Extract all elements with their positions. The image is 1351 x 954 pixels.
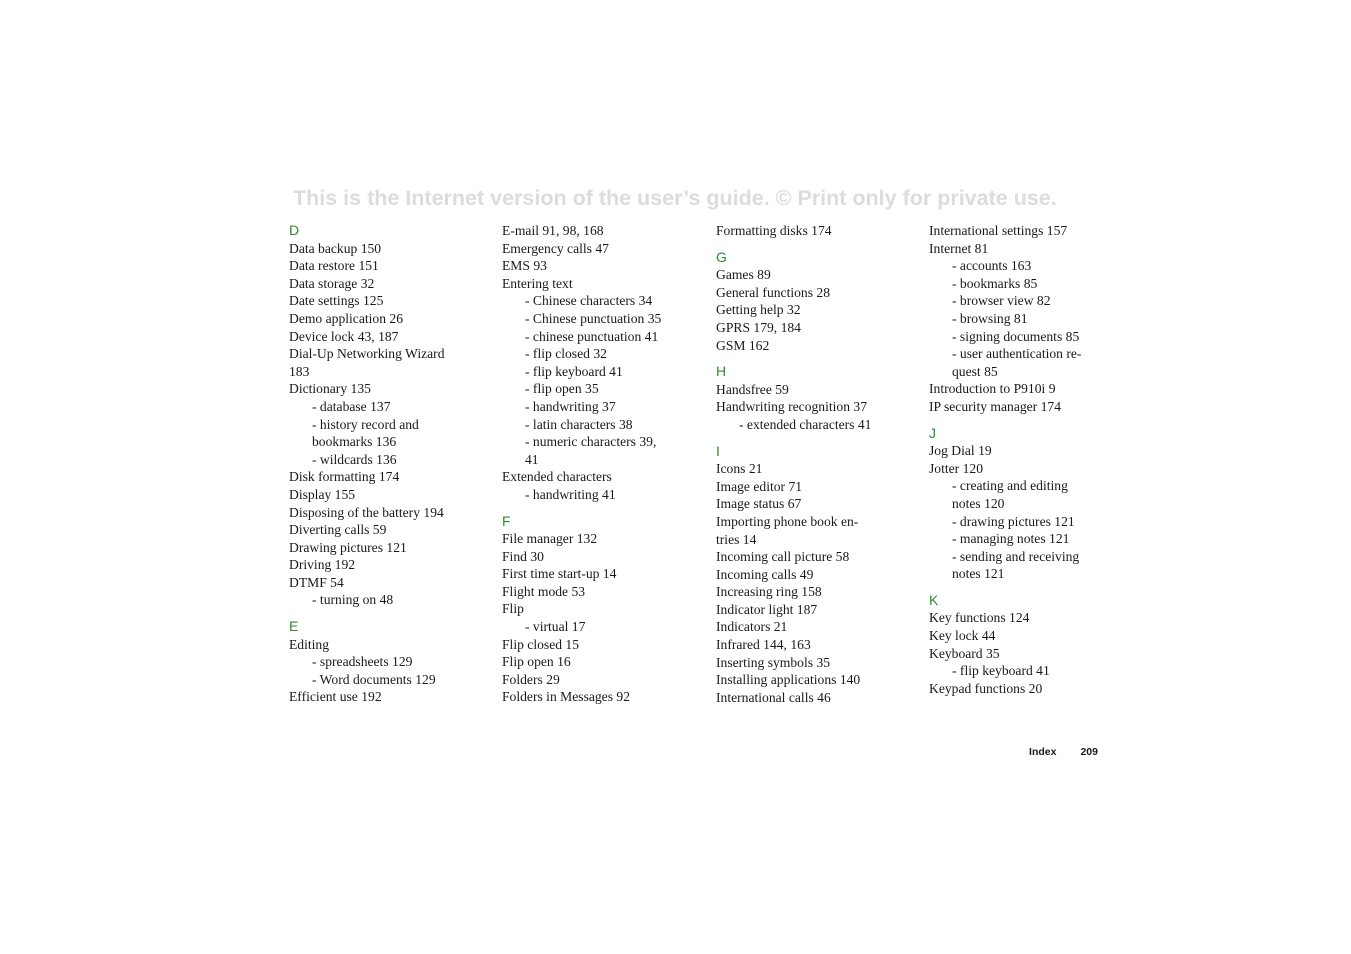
index-entry: Dial-Up Networking Wizard	[289, 346, 445, 362]
index-entry: Indicators 21	[716, 619, 788, 635]
index-subentry: - accounts 163	[952, 258, 1032, 274]
index-entry: Handwriting recognition 37	[716, 399, 868, 415]
index-entry: Date settings 125	[289, 293, 384, 309]
index-entry: International settings 157	[929, 223, 1068, 238]
index-subentry: - managing notes 121	[952, 531, 1070, 547]
index-subentry: - Word documents 129	[312, 671, 436, 687]
index-subentry: - handwriting 41	[525, 486, 616, 502]
index-subentry: - user authentication re-	[952, 346, 1082, 362]
index-letter-heading: I	[716, 442, 720, 459]
index-entry: Emergency calls 47	[502, 240, 609, 256]
index-subentry: notes 120	[952, 495, 1005, 511]
index-entry: Image editor 71	[716, 478, 803, 494]
index-column-3	[716, 222, 916, 706]
index-entry: Incoming call picture 58	[716, 549, 850, 565]
index-subentry: - spreadsheets 129	[312, 654, 413, 670]
index-entry: Getting help 32	[716, 302, 801, 318]
index-entry: Demo application 26	[289, 310, 404, 326]
index-entry: Folders 29	[502, 671, 560, 687]
index-entry: Efficient use 192	[289, 689, 382, 705]
index-entry: Keyboard 35	[929, 645, 1000, 661]
index-entry: Key lock 44	[929, 628, 996, 644]
index-entry: Icons 21	[716, 461, 763, 477]
index-entry: Internet 81	[929, 240, 989, 256]
index-letter-heading: E	[289, 618, 299, 635]
index-subentry: quest 85	[952, 363, 998, 379]
index-entry: Find 30	[502, 548, 544, 564]
index-subentry: - flip keyboard 41	[952, 663, 1050, 679]
index-entry: Games 89	[716, 267, 771, 283]
index-entry: EMS 93	[502, 258, 547, 274]
footer-section-label: Index	[1029, 746, 1057, 758]
index-subentry: - wildcards 136	[312, 451, 397, 467]
index-subentry: - browser view 82	[952, 293, 1051, 309]
index-subentry: - creating and editing	[952, 478, 1068, 494]
index-entry: Data storage 32	[289, 275, 375, 291]
index-subentry: - flip closed 32	[525, 346, 607, 362]
index-column-2	[502, 222, 702, 706]
index-entry: Inserting symbols 35	[716, 654, 831, 670]
index-subentry: - turning on 48	[312, 592, 394, 608]
index-entry: Increasing ring 158	[716, 584, 822, 600]
index-subentry: - extended characters 41	[739, 416, 872, 432]
index-subentry: - sending and receiving	[952, 548, 1080, 564]
index-entry: International calls 46	[716, 689, 831, 705]
index-subentry: notes 121	[952, 566, 1005, 582]
index-entry: DTMF 54	[289, 574, 344, 590]
index-subentry: - signing documents 85	[952, 328, 1080, 344]
index-entry: Infrared 144, 163	[716, 637, 811, 653]
index-entry: Flip	[502, 601, 524, 617]
index-entry: GSM 162	[716, 337, 770, 353]
index-letter-heading: F	[502, 512, 511, 529]
index-entry: Diverting calls 59	[289, 522, 387, 538]
index-entry: tries 14	[716, 531, 757, 547]
index-subentry: - Chinese characters 34	[525, 293, 653, 309]
index-entry: Key functions 124	[929, 610, 1030, 626]
index-entry: Flight mode 53	[502, 583, 586, 599]
index-letter-heading: D	[289, 222, 300, 238]
index-entry: Extended characters	[502, 469, 612, 485]
index-column-4	[929, 222, 1129, 697]
index-entry: General functions 28	[716, 284, 831, 300]
index-entry: File manager 132	[502, 531, 598, 547]
index-letter-heading: J	[929, 424, 936, 441]
index-entry: Formatting disks 174	[716, 223, 832, 238]
index-letter-heading: K	[929, 591, 939, 608]
index-subentry: - bookmarks 85	[952, 275, 1038, 291]
index-subentry: - virtual 17	[525, 619, 586, 635]
page-footer	[1000, 746, 1098, 758]
index-entry: IP security manager 174	[929, 398, 1061, 414]
index-subentry: - database 137	[312, 398, 391, 414]
index-entry: Indicator light 187	[716, 601, 818, 617]
index-subentry: - browsing 81	[952, 310, 1028, 326]
index-entry: E-mail 91, 98, 168	[502, 223, 604, 238]
index-entry: Dictionary 135	[289, 381, 371, 397]
index-entry: Jotter 120	[929, 460, 983, 476]
index-entry: Display 155	[289, 486, 356, 502]
index-entry: Editing	[289, 636, 330, 652]
index-subentry: - drawing pictures 121	[952, 513, 1075, 529]
index-entry: Disposing of the battery 194	[289, 504, 444, 520]
page-number: 209	[1080, 746, 1098, 758]
index-entry: Data restore 151	[289, 258, 379, 274]
index-subentry: - flip open 35	[525, 381, 599, 397]
index-subentry: - flip keyboard 41	[525, 363, 623, 379]
index-entry: Jog Dial 19	[929, 443, 992, 459]
index-entry: First time start-up 14	[502, 566, 617, 582]
index-subentry: - handwriting 37	[525, 398, 616, 414]
index-entry: GPRS 179, 184	[716, 319, 801, 335]
index-entry: Folders in Messages 92	[502, 689, 630, 705]
index-subentry: - chinese punctuation 41	[525, 328, 659, 344]
index-letter-heading: G	[716, 248, 727, 265]
index-subentry: - numeric characters 39,	[525, 434, 657, 450]
index-entry: Disk formatting 174	[289, 469, 400, 485]
index-entry: Introduction to P910i 9	[929, 381, 1056, 397]
index-entry: Flip open 16	[502, 654, 571, 670]
index-subentry: - Chinese punctuation 35	[525, 310, 662, 326]
index-letter-heading: H	[716, 363, 727, 380]
index-subentry: 41	[525, 451, 539, 467]
index-entry: Device lock 43, 187	[289, 328, 399, 344]
index-subentry: - latin characters 38	[525, 416, 633, 432]
index-entry: Keypad functions 20	[929, 680, 1043, 696]
watermark-text: This is the Internet version of the user’s guide. © Print only for private use.	[293, 186, 1057, 210]
index-entry: Drawing pictures 121	[289, 539, 407, 555]
index-entry: Installing applications 140	[716, 672, 861, 688]
index-entry: Importing phone book en-	[716, 513, 859, 529]
index-entry: Incoming calls 49	[716, 566, 814, 582]
index-entry: Data backup 150	[289, 240, 382, 256]
index-subentry: - history record and	[312, 416, 419, 432]
index-entry: Entering text	[502, 275, 573, 291]
index-subentry: bookmarks 136	[312, 434, 397, 450]
index-entry: Image status 67	[716, 496, 802, 512]
index-column-1	[289, 222, 489, 706]
index-entry: Driving 192	[289, 557, 356, 573]
index-entry: Flip closed 15	[502, 636, 580, 652]
index-entry: 183	[289, 363, 310, 379]
index-entry: Handsfree 59	[716, 381, 789, 397]
